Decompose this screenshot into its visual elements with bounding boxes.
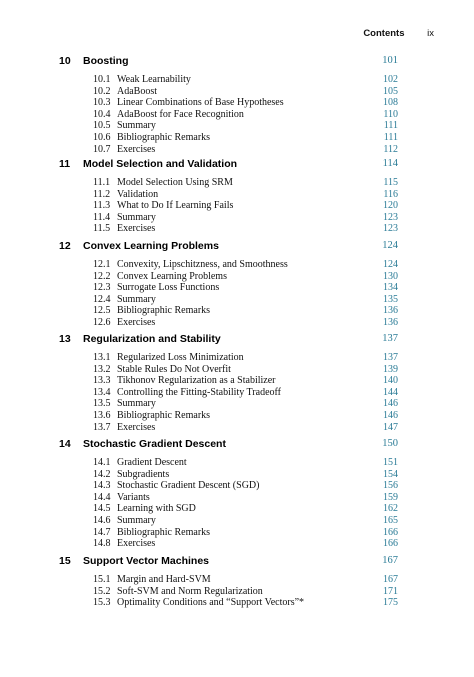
- section-number: 14.2: [93, 468, 111, 480]
- section-entry[interactable]: [0, 492, 474, 504]
- section-entry[interactable]: [0, 597, 474, 609]
- section-page-link[interactable]: 167: [383, 574, 398, 585]
- section-entry[interactable]: [0, 212, 474, 224]
- chapter-title: Boosting: [83, 55, 129, 67]
- section-title: Bibliographic Remarks: [117, 305, 211, 317]
- section-page-link[interactable]: 166: [383, 538, 398, 550]
- section-title: Variants: [117, 491, 150, 503]
- section-entry[interactable]: [0, 503, 474, 515]
- section-number: 10.2: [93, 85, 111, 97]
- chapter-heading[interactable]: [0, 55, 474, 71]
- section-entry[interactable]: [0, 86, 474, 98]
- section-entry[interactable]: [0, 259, 474, 271]
- section-entry[interactable]: [0, 375, 474, 387]
- section-entry[interactable]: [0, 410, 474, 422]
- section-entry[interactable]: [0, 294, 474, 306]
- chapter-entry: [0, 240, 474, 329]
- section-page-link[interactable]: 171: [383, 585, 398, 597]
- section-entry[interactable]: [0, 132, 474, 144]
- section-page-link[interactable]: 102: [383, 74, 398, 85]
- section-title: Learning with SGD: [117, 503, 196, 515]
- section-number: 13.3: [93, 375, 111, 387]
- section-page-link[interactable]: 139: [383, 363, 398, 375]
- section-entry[interactable]: [0, 586, 474, 598]
- section-number: 10.7: [93, 143, 111, 155]
- section-entry[interactable]: [0, 223, 474, 235]
- section-title: Surrogate Loss Functions: [117, 282, 220, 294]
- section-number: 11.3: [93, 200, 111, 212]
- section-title: Convex Learning Problems: [117, 270, 227, 282]
- section-number: 14.6: [93, 514, 111, 526]
- chapter-heading[interactable]: [0, 555, 474, 571]
- section-page-link[interactable]: 140: [383, 375, 398, 387]
- section-number: 14.7: [93, 526, 111, 538]
- section-page-link[interactable]: 111: [383, 131, 398, 143]
- section-number: 13.2: [93, 363, 111, 375]
- section-title: What to Do If Learning Fails: [117, 200, 234, 212]
- section-entry[interactable]: [0, 538, 474, 550]
- section-page-link[interactable]: 146: [383, 398, 398, 410]
- section-title: Exercises: [117, 316, 156, 328]
- section-title: Gradient Descent: [117, 457, 187, 468]
- section-title: Validation: [117, 188, 159, 200]
- chapter-page-link[interactable]: 114: [382, 158, 398, 169]
- section-number: 10.3: [93, 97, 111, 109]
- section-number: 14.3: [93, 480, 111, 492]
- section-number: 13.5: [93, 398, 111, 410]
- section-page-link[interactable]: 137: [383, 352, 398, 363]
- section-entry[interactable]: [0, 469, 474, 481]
- section-title: Exercises: [117, 223, 156, 235]
- section-title: Bibliographic Remarks: [117, 409, 211, 421]
- section-number: 10.5: [93, 120, 111, 132]
- section-number: 15.2: [93, 585, 111, 597]
- section-entry[interactable]: [0, 271, 474, 283]
- chapter-number: 12: [59, 240, 71, 252]
- section-number: 12.1: [93, 259, 111, 270]
- section-page-link[interactable]: 136: [383, 316, 398, 328]
- section-number: 13.6: [93, 409, 111, 421]
- section-page-link[interactable]: 136: [383, 305, 398, 317]
- section-page-link[interactable]: 135: [383, 293, 398, 305]
- section-entry[interactable]: [0, 189, 474, 201]
- section-title: Bibliographic Remarks: [117, 526, 211, 538]
- section-page-link[interactable]: 108: [383, 97, 398, 109]
- chapter-page-link[interactable]: 167: [382, 555, 398, 566]
- section-number: 12.4: [93, 293, 111, 305]
- section-entry[interactable]: [0, 574, 474, 586]
- section-entry[interactable]: [0, 352, 474, 364]
- section-page-link[interactable]: 134: [383, 282, 398, 294]
- chapter-title: Stochastic Gradient Descent: [83, 438, 226, 450]
- chapter-page-link[interactable]: 150: [382, 438, 398, 449]
- chapter-title: Model Selection and Validation: [83, 158, 238, 170]
- section-page-link[interactable]: 146: [383, 409, 398, 421]
- section-title: Summary: [117, 398, 156, 410]
- section-entry[interactable]: [0, 364, 474, 376]
- chapter-number: 14: [59, 438, 71, 450]
- section-page-link[interactable]: 159: [383, 491, 398, 503]
- section-page-link[interactable]: 151: [383, 457, 398, 468]
- section-number: 13.1: [93, 352, 111, 363]
- section-page-link[interactable]: 123: [383, 211, 398, 223]
- section-page-link[interactable]: 130: [383, 270, 398, 282]
- section-number: 12.2: [93, 270, 111, 282]
- section-page-link[interactable]: 120: [383, 200, 398, 212]
- section-title: Soft-SVM and Norm Regularization: [117, 585, 263, 597]
- section-title: Summary: [117, 211, 156, 223]
- section-title: Summary: [117, 514, 156, 526]
- chapter-heading[interactable]: [0, 438, 474, 454]
- section-number: 11.5: [93, 223, 111, 235]
- section-number: 14.5: [93, 503, 111, 515]
- section-number: 11.1: [93, 177, 111, 188]
- section-entry[interactable]: [0, 120, 474, 132]
- section-entry[interactable]: [0, 527, 474, 539]
- section-title: Optimality Conditions and “Support Vectors”*: [117, 597, 305, 609]
- section-number: 14.4: [93, 491, 111, 503]
- chapter-heading[interactable]: [0, 333, 474, 349]
- chapter-entry: [0, 55, 474, 155]
- section-entry[interactable]: [0, 457, 474, 469]
- section-page-link[interactable]: 124: [383, 259, 398, 270]
- section-page-link[interactable]: 112: [383, 143, 398, 155]
- section-number: 12.3: [93, 282, 111, 294]
- section-title: Regularized Loss Minimization: [117, 352, 244, 363]
- section-title: Margin and Hard-SVM: [117, 574, 211, 585]
- section-title: Subgradients: [117, 468, 170, 480]
- section-entry[interactable]: [0, 200, 474, 212]
- section-number: 10.4: [93, 108, 111, 120]
- section-entry[interactable]: [0, 177, 474, 189]
- running-header: [363, 28, 434, 39]
- section-title: Summary: [117, 120, 156, 132]
- section-number: 13.4: [93, 386, 111, 398]
- section-number: 14.8: [93, 538, 111, 550]
- chapter-number: 13: [59, 333, 71, 345]
- chapter-title: Convex Learning Problems: [83, 240, 219, 252]
- section-title: Summary: [117, 293, 156, 305]
- chapter-entry: [0, 555, 474, 609]
- section-page-link[interactable]: 166: [383, 526, 398, 538]
- section-title: Exercises: [117, 143, 156, 155]
- section-page-link[interactable]: 111: [383, 120, 398, 132]
- section-page-link[interactable]: 154: [383, 468, 398, 480]
- section-page-link[interactable]: 115: [383, 177, 398, 188]
- section-entry[interactable]: [0, 480, 474, 492]
- chapter-title: Support Vector Machines: [83, 555, 210, 567]
- section-title: Convexity, Lipschitzness, and Smoothness: [117, 259, 288, 270]
- running-header-page-number: ix: [427, 28, 434, 39]
- section-page-link[interactable]: 162: [383, 503, 398, 515]
- section-entry[interactable]: [0, 282, 474, 294]
- section-entry[interactable]: [0, 74, 474, 86]
- section-page-link[interactable]: 123: [383, 223, 398, 235]
- section-number: 14.1: [93, 457, 111, 468]
- chapter-heading[interactable]: [0, 240, 474, 256]
- section-entry[interactable]: [0, 109, 474, 121]
- section-entry[interactable]: [0, 305, 474, 317]
- chapter-number: 15: [59, 555, 71, 567]
- section-page-link[interactable]: 147: [383, 421, 398, 433]
- chapter-number: 11: [59, 158, 71, 170]
- chapter-page-link[interactable]: 101: [382, 55, 398, 66]
- section-entry[interactable]: [0, 515, 474, 527]
- chapter-heading[interactable]: [0, 158, 474, 174]
- section-title: AdaBoost for Face Recognition: [117, 108, 244, 120]
- section-title: Linear Combinations of Base Hypotheses: [117, 97, 284, 109]
- section-number: 13.7: [93, 421, 111, 433]
- section-title: Stochastic Gradient Descent (SGD): [117, 480, 260, 492]
- section-page-link[interactable]: 116: [383, 188, 398, 200]
- section-number: 12.6: [93, 316, 111, 328]
- chapter-entry: [0, 438, 474, 550]
- section-title: Controlling the Fitting-Stability Tradeoff: [117, 386, 281, 398]
- chapter-number: 10: [59, 55, 71, 67]
- section-title: Tikhonov Regularization as a Stabilizer: [117, 375, 276, 387]
- section-number: 12.5: [93, 305, 111, 317]
- section-page-link[interactable]: 165: [383, 514, 398, 526]
- section-page-link[interactable]: 144: [383, 386, 398, 398]
- section-entry[interactable]: [0, 422, 474, 434]
- chapter-entry: [0, 333, 474, 433]
- section-page-link[interactable]: 105: [383, 85, 398, 97]
- section-number: 10.6: [93, 131, 111, 143]
- chapter-entry: [0, 158, 474, 235]
- section-number: 10.1: [93, 74, 111, 85]
- section-entry[interactable]: [0, 317, 474, 329]
- chapter-page-link[interactable]: 124: [382, 240, 398, 251]
- section-page-link[interactable]: 156: [383, 480, 398, 492]
- chapter-page-link[interactable]: 137: [382, 333, 398, 344]
- section-title: Model Selection Using SRM: [117, 177, 233, 188]
- section-entry[interactable]: [0, 387, 474, 399]
- section-title: Bibliographic Remarks: [117, 131, 211, 143]
- section-title: Exercises: [117, 538, 156, 550]
- section-title: AdaBoost: [117, 85, 157, 97]
- running-header-title: Contents: [363, 28, 405, 39]
- section-title: Stable Rules Do Not Overfit: [117, 363, 231, 375]
- section-entry[interactable]: [0, 398, 474, 410]
- section-title: Weak Learnability: [117, 74, 191, 85]
- section-number: 15.3: [93, 597, 111, 609]
- section-number: 11.2: [93, 188, 111, 200]
- section-page-link[interactable]: 110: [383, 108, 398, 120]
- section-title: Exercises: [117, 421, 156, 433]
- section-entry[interactable]: [0, 144, 474, 156]
- section-number: 15.1: [93, 574, 111, 585]
- chapter-title: Regularization and Stability: [83, 333, 221, 345]
- section-entry[interactable]: [0, 97, 474, 109]
- section-page-link[interactable]: 175: [383, 597, 398, 609]
- section-number: 11.4: [93, 211, 111, 223]
